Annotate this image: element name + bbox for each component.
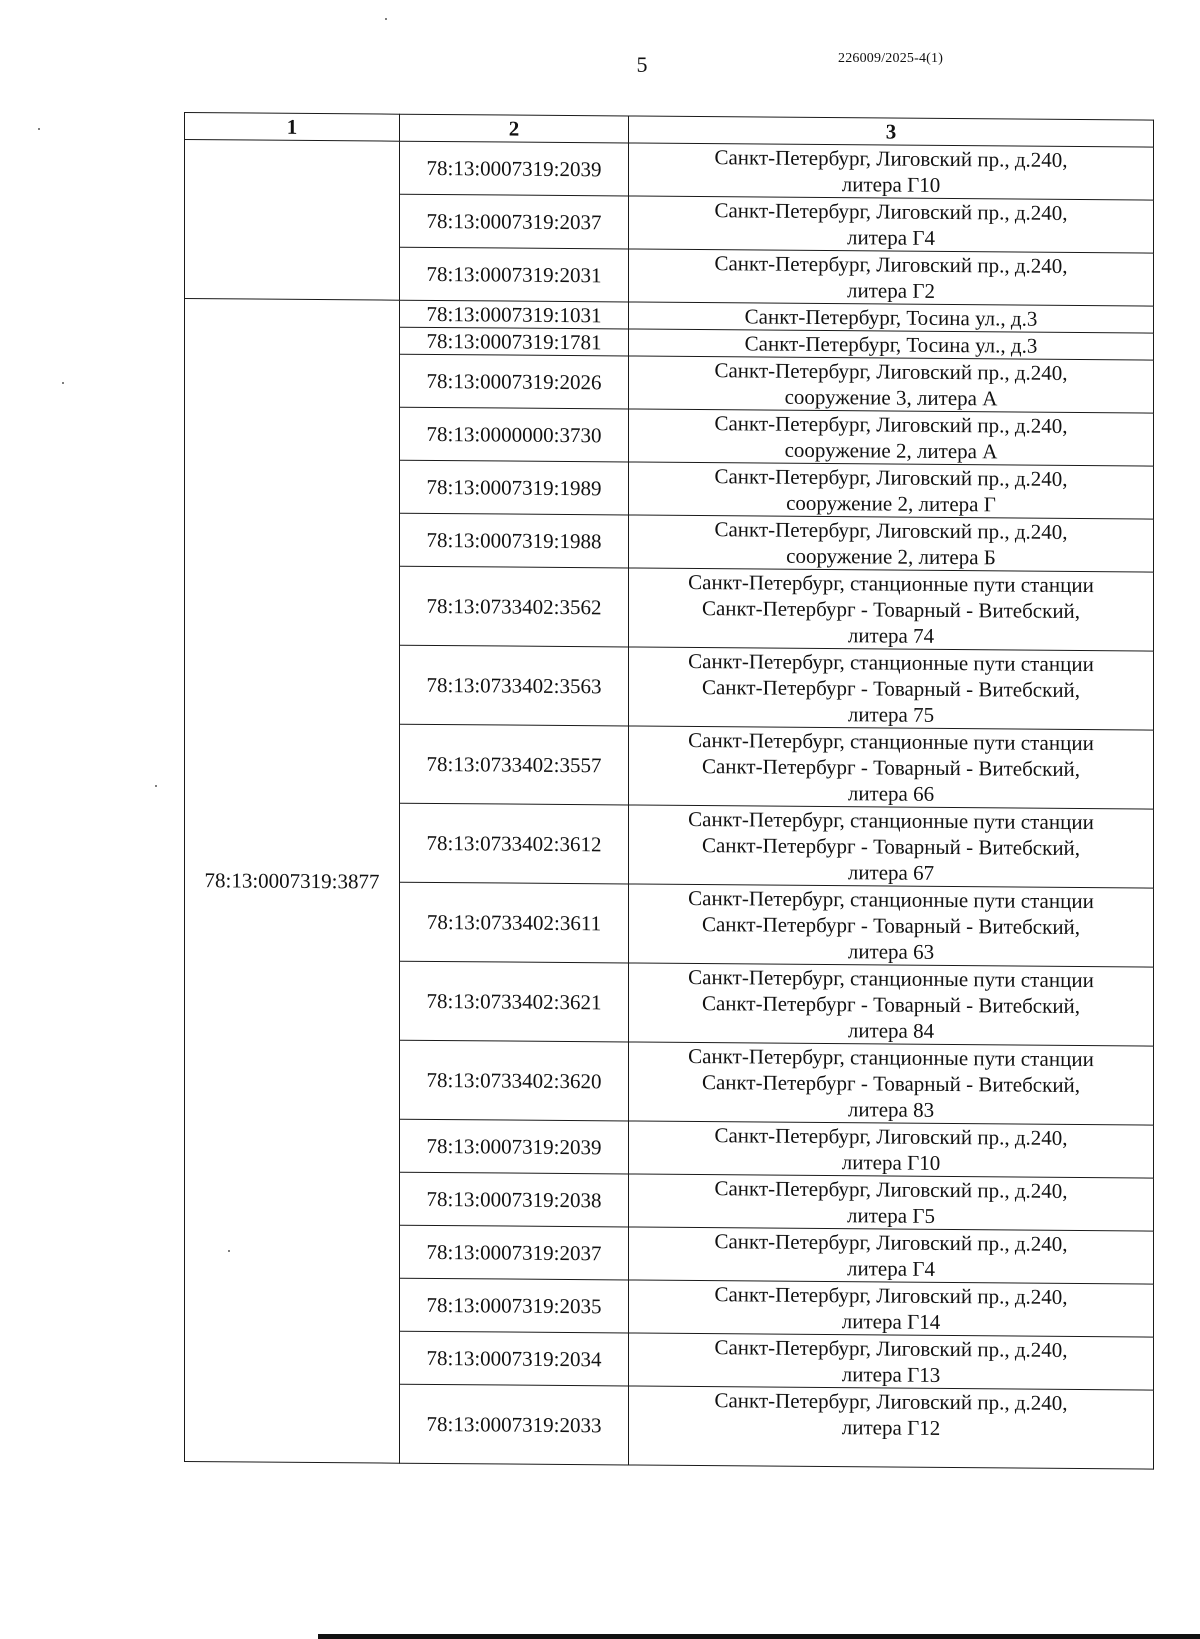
- address-cell: [629, 1174, 1154, 1231]
- parcel-number-cell: [185, 140, 400, 301]
- address-cell: [629, 1227, 1154, 1284]
- address-line: Санкт-Петербург, Лиговский пр., д.240,: [714, 1176, 1068, 1203]
- address-cell: [629, 515, 1154, 572]
- address-line: литера Г13: [841, 1362, 941, 1387]
- address-line: Санкт-Петербург, Лиговский пр., д.240,: [714, 411, 1068, 438]
- address-line: Санкт-Петербург - Товарный - Витебский,: [701, 754, 1081, 782]
- address-line: Санкт-Петербург, станционные пути станции: [688, 806, 1094, 835]
- address-line: Санкт-Петербург, Лиговский пр., д.240,: [714, 358, 1068, 385]
- address-line: Санкт-Петербург, Лиговский пр., д.240,: [714, 1282, 1068, 1309]
- address-cell: [629, 1333, 1154, 1390]
- address-line: Санкт-Петербург, Лиговский пр., д.240,: [714, 1335, 1068, 1362]
- address-cell: [629, 249, 1154, 306]
- address-line: сооружение 2, литера А: [784, 437, 998, 464]
- address-line: Санкт-Петербург, станционные пути станции: [688, 964, 1094, 993]
- cadastral-number-cell: 78:13:0007319:2026: [400, 354, 629, 409]
- address-line: Санкт-Петербург, станционные пути станции: [688, 648, 1094, 677]
- address-line: Санкт-Петербург - Товарный - Витебский,: [701, 1070, 1081, 1098]
- address-cell: [629, 805, 1154, 888]
- address-line: литера Г10: [841, 172, 941, 197]
- address-line: литера 84: [847, 1018, 935, 1043]
- address-line: сооружение 2, литера Б: [786, 543, 996, 570]
- cadastral-number-cell: 78:13:0733402:3621: [400, 961, 629, 1042]
- cadastral-number-cell: 78:13:0007319:2033: [400, 1384, 629, 1465]
- address-line: литера Г5: [847, 1203, 935, 1228]
- address-line: литера 74: [847, 623, 935, 648]
- cadastral-number-cell: 78:13:0733402:3612: [400, 803, 629, 884]
- cadastral-number-cell: 78:13:0007319:2031: [400, 247, 629, 302]
- cadastral-number-cell: 78:13:0007319:2034: [400, 1331, 629, 1386]
- address-cell: [629, 1280, 1154, 1337]
- address-line: Санкт-Петербург - Товарный - Витебский,: [701, 675, 1081, 703]
- scan-speck: [228, 1250, 230, 1252]
- column-header: 1: [185, 113, 400, 142]
- address-line: Санкт-Петербург - Товарный - Витебский,: [701, 833, 1081, 861]
- scan-edge-bar: [318, 1634, 1200, 1639]
- address-line: Санкт-Петербург, станционные пути станции: [688, 569, 1094, 598]
- address-line: литера Г4: [847, 1256, 935, 1281]
- cadastral-number-cell: 78:13:0007319:2038: [400, 1172, 629, 1227]
- address-cell: [629, 462, 1154, 519]
- address-line: Санкт-Петербург - Товарный - Витебский,: [701, 596, 1081, 624]
- address-line: Санкт-Петербург, станционные пути станции: [688, 885, 1094, 914]
- scan-speck: [38, 128, 40, 130]
- address-line: сооружение 2, литера Г: [786, 490, 996, 517]
- cadastral-number-cell: 78:13:0007319:1989: [400, 460, 629, 515]
- parcel-number-cell: 78:13:0007319:3877: [185, 299, 400, 1464]
- cadastral-number-cell: 78:13:0007319:2037: [400, 1225, 629, 1280]
- address-cell: [629, 647, 1154, 730]
- address-cell: [629, 726, 1154, 809]
- address-line: Санкт-Петербург, Лиговский пр., д.240,: [714, 145, 1068, 172]
- table-body: [185, 140, 1154, 1470]
- address-line: Санкт-Петербург - Товарный - Витебский,: [701, 912, 1081, 940]
- address-cell: [629, 409, 1154, 466]
- cadastral-number-cell: 78:13:0007319:2035: [400, 1278, 629, 1333]
- cadastral-number-cell: 78:13:0733402:3563: [400, 645, 629, 726]
- address-cell: [629, 884, 1154, 967]
- address-line: Санкт-Петербург, Лиговский пр., д.240,: [714, 1388, 1068, 1415]
- cadastral-number-cell: 78:13:0007319:1781: [400, 327, 629, 356]
- column-header: 2: [400, 114, 629, 143]
- address-line: Санкт-Петербург - Товарный - Витебский,: [701, 991, 1081, 1019]
- address-line: литера Г10: [841, 1150, 941, 1175]
- cadastral-number-cell: 78:13:0007319:1988: [400, 513, 629, 568]
- address-cell: [629, 1386, 1154, 1469]
- cadastral-number-cell: 78:13:0000000:3730: [400, 407, 629, 462]
- address-line: Санкт-Петербург, станционные пути станции: [688, 727, 1094, 756]
- address-cell: [629, 356, 1154, 413]
- address-line: Санкт-Петербург, Лиговский пр., д.240,: [714, 464, 1068, 491]
- address-line: Санкт-Петербург, Тосина ул., д.3: [744, 331, 1038, 358]
- address-line: сооружение 3, литера А: [784, 384, 998, 411]
- scan-speck: [62, 382, 64, 384]
- document-reference: 226009/2025-4(1): [838, 51, 944, 66]
- address-cell: [629, 196, 1154, 253]
- address-cell: [629, 302, 1154, 333]
- cadastral-number-cell: 78:13:0007319:2037: [400, 194, 629, 249]
- page-number: 5: [636, 52, 648, 77]
- address-line: Санкт-Петербург, Лиговский пр., д.240,: [714, 1123, 1068, 1150]
- cadastral-number-cell: 78:13:0733402:3557: [400, 724, 629, 805]
- address-cell: [629, 143, 1154, 200]
- cadastral-number-cell: 78:13:0007319:2039: [400, 1119, 629, 1174]
- address-line: литера Г14: [841, 1309, 941, 1334]
- address-cell: [629, 1121, 1154, 1178]
- cadastral-number-cell: 78:13:0733402:3611: [400, 882, 629, 963]
- address-line: литера 66: [847, 781, 935, 806]
- address-line: Санкт-Петербург, Лиговский пр., д.240,: [714, 517, 1068, 544]
- address-line: Санкт-Петербург, Лиговский пр., д.240,: [714, 198, 1068, 225]
- cadastral-number-cell: 78:13:0007319:1031: [400, 300, 629, 329]
- address-line: литера 63: [847, 939, 935, 964]
- address-cell: [629, 568, 1154, 651]
- address-cell: [629, 329, 1154, 360]
- address-line: литера Г12: [841, 1415, 941, 1440]
- cadastral-number-cell: 78:13:0007319:2039: [400, 141, 629, 196]
- cadastral-number-cell: 78:13:0733402:3562: [400, 566, 629, 647]
- cadastral-number-cell: 78:13:0733402:3620: [400, 1040, 629, 1121]
- address-line: литера 67: [847, 860, 935, 885]
- address-line: Санкт-Петербург, Тосина ул., д.3: [744, 304, 1038, 331]
- address-line: литера 83: [847, 1097, 935, 1122]
- address-line: Санкт-Петербург, Лиговский пр., д.240,: [714, 251, 1068, 278]
- cadastral-table: [184, 112, 1154, 1470]
- column-header: 3: [629, 116, 1154, 147]
- address-line: Санкт-Петербург, станционные пути станции: [688, 1043, 1094, 1072]
- scan-speck: [385, 18, 387, 20]
- address-cell: [629, 963, 1154, 1046]
- table-row: [185, 140, 1154, 201]
- address-cell: [629, 1042, 1154, 1125]
- scan-speck: [155, 785, 157, 787]
- address-line: литера 75: [847, 702, 935, 727]
- address-line: Санкт-Петербург, Лиговский пр., д.240,: [714, 1229, 1068, 1256]
- address-line: литера Г2: [847, 278, 935, 303]
- address-line: литера Г4: [847, 225, 935, 250]
